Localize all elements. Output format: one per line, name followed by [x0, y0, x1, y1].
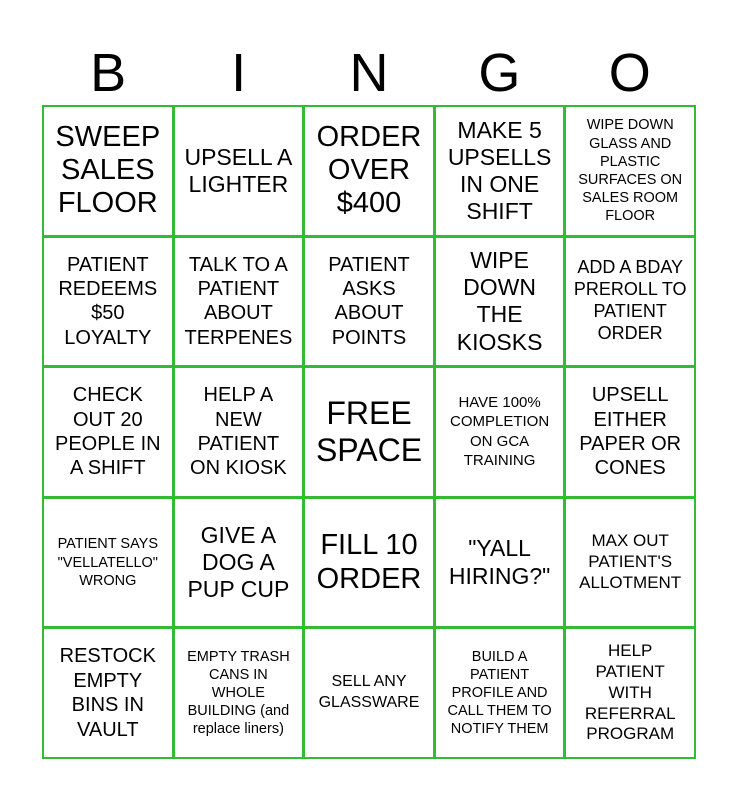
bingo-cell[interactable]: UPSELL EITHER PAPER OR CONES	[566, 368, 694, 496]
bingo-cell[interactable]: MAX OUT PATIENT'S ALLOTMENT	[566, 499, 694, 627]
bingo-cell[interactable]: MAKE 5 UPSELLS IN ONE SHIFT	[436, 107, 564, 235]
bingo-cell[interactable]: TALK TO A PATIENT ABOUT TERPENES	[175, 238, 303, 366]
bingo-cell[interactable]: HAVE 100% COMPLETION ON GCA TRAINING	[436, 368, 564, 496]
bingo-board	[42, 105, 696, 759]
bingo-cell[interactable]: EMPTY TRASH CANS IN WHOLE BUILDING (and replace liners)	[175, 629, 303, 757]
bingo-cell[interactable]: CHECK OUT 20 PEOPLE IN A SHIFT	[44, 368, 172, 496]
header-letter-n: N	[349, 43, 389, 103]
bingo-cell[interactable]: UPSELL A LIGHTER	[175, 107, 303, 235]
header-letter-o: O	[608, 43, 651, 103]
bingo-cell[interactable]: PATIENT REDEEMS $50 LOYALTY	[44, 238, 172, 366]
bingo-cell[interactable]: WIPE DOWN GLASS AND PLASTIC SURFACES ON SALES ROOM FLOOR	[566, 107, 694, 235]
header-letter-b: B	[90, 43, 127, 103]
bingo-cell[interactable]: HELP PATIENT WITH REFERRAL PROGRAM	[566, 629, 694, 757]
bingo-cell[interactable]: WIPE DOWN THE KIOSKS	[436, 238, 564, 366]
bingo-cell[interactable]: ORDER OVER $400	[305, 107, 433, 235]
bingo-cell[interactable]: FILL 10 ORDER	[305, 499, 433, 627]
bingo-cell[interactable]: RESTOCK EMPTY BINS IN VAULT	[44, 629, 172, 757]
bingo-cell[interactable]: GIVE A DOG A PUP CUP	[175, 499, 303, 627]
header-letter-g: G	[478, 43, 521, 103]
free-space-cell[interactable]: FREE SPACE	[305, 368, 433, 496]
bingo-cell[interactable]: PATIENT SAYS "VELLATELLO" WRONG	[44, 499, 172, 627]
bingo-cell[interactable]: SWEEP SALES FLOOR	[44, 107, 172, 235]
bingo-cell[interactable]: "YALL HIRING?"	[436, 499, 564, 627]
bingo-cell[interactable]: ADD A BDAY PREROLL TO PATIENT ORDER	[566, 238, 694, 366]
bingo-cell[interactable]: HELP A NEW PATIENT ON KIOSK	[175, 368, 303, 496]
bingo-cell[interactable]: BUILD A PATIENT PROFILE AND CALL THEM TO NOTIFY THEM	[436, 629, 564, 757]
header-letter-i: I	[231, 43, 247, 103]
bingo-cell[interactable]: SELL ANY GLASSWARE	[305, 629, 433, 757]
bingo-header	[43, 40, 695, 106]
bingo-cell[interactable]: PATIENT ASKS ABOUT POINTS	[305, 238, 433, 366]
